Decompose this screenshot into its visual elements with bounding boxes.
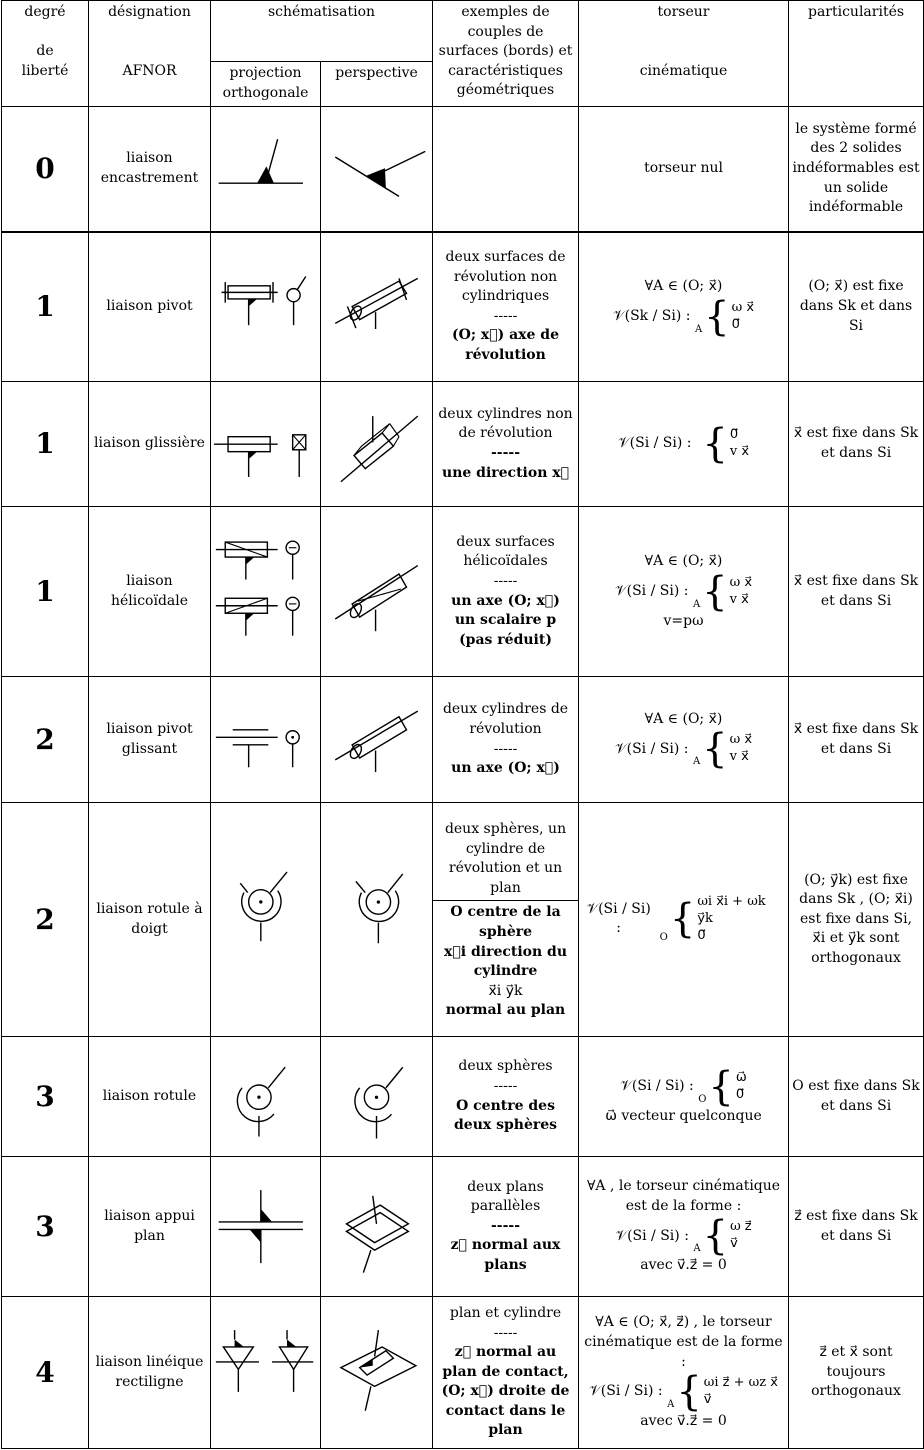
particularites: z⃗ est fixe dans Sk et dans Si (789, 1157, 924, 1297)
torseur: 𝒱(Si / Si) : O { ω⃗ 0⃗ ω⃗ vecteur quelconque (579, 1037, 789, 1157)
designation: liaison pivot glissant (89, 677, 211, 803)
lineique-perspective-icon (324, 1302, 429, 1443)
designation: liaison appui plan (89, 1157, 211, 1297)
header-schema: schématisation (211, 1, 433, 62)
torseur: ∀A ∈ (O; x⃗) 𝒱(Sk / Si) : A { ω x⃗ 0⃗ (579, 232, 789, 382)
torseur: torseur nul (579, 107, 789, 232)
projection-symbol (211, 1157, 321, 1297)
glissiere-perspective-icon (324, 388, 429, 501)
designation: liaison glissière (89, 382, 211, 507)
header-degree: degré de liberté (2, 1, 89, 107)
degree: 1 (2, 507, 89, 677)
perspective-symbol (321, 232, 433, 382)
examples: deux surfaces hélicoïdales ----- un axe (O; x⃗) un scalaire p (pas réduit) (433, 507, 579, 677)
perspective-symbol (321, 803, 433, 1037)
torseur: ∀A ∈ (O; x⃗, z⃗) , le torseur cinématique est de la forme : 𝒱(Si / Si) : A { ωi z⃗ + ωz x⃗ v⃗ avec v⃗.z⃗ = 0 (579, 1297, 789, 1449)
header-perspective: perspective (321, 62, 433, 107)
lineique-projection-icon (214, 1302, 317, 1442)
row-appui-plan (2, 1157, 924, 1297)
projection-symbol (211, 507, 321, 677)
row-encastrement (2, 107, 924, 232)
degree: 1 (2, 382, 89, 507)
perspective-symbol (321, 1037, 433, 1157)
helicoidale-perspective-icon (324, 514, 429, 669)
degree: 4 (2, 1297, 89, 1449)
degree: 3 (2, 1157, 89, 1297)
projection-symbol (211, 803, 321, 1037)
particularites: x⃗ est fixe dans Sk et dans Si (789, 677, 924, 803)
degree: 3 (2, 1037, 89, 1157)
row-rotule (2, 1037, 924, 1157)
perspective-symbol (321, 677, 433, 803)
designation: liaison hélicoïdale (89, 507, 211, 677)
appui-plan-perspective-icon (324, 1162, 429, 1291)
encastrement-perspective-icon (324, 112, 429, 225)
header-projection: projection orthogonale (211, 62, 321, 107)
projection-symbol (211, 382, 321, 507)
row-pivot (2, 232, 924, 382)
perspective-symbol (321, 1157, 433, 1297)
designation: liaison encastrement (89, 107, 211, 232)
pivot-perspective-icon (324, 239, 429, 375)
designation: liaison rotule (89, 1037, 211, 1157)
projection-symbol (211, 1037, 321, 1157)
projection-symbol (211, 232, 321, 382)
particularites: O est fixe dans Sk et dans Si (789, 1037, 924, 1157)
designation: liaison linéique rectiligne (89, 1297, 211, 1449)
perspective-symbol (321, 1297, 433, 1449)
examples (433, 107, 579, 232)
examples: deux surfaces de révolution non cylindriques ----- (O; x⃗) axe de révolution (433, 232, 579, 382)
rotule-perspective-icon (324, 1041, 429, 1152)
examples: deux cylindres non de révolution ----- une direction x⃗ (433, 382, 579, 507)
helicoidale-projection-icon (214, 514, 317, 669)
examples: deux sphères, un cylindre de révolution et un plan O centre de la sphère x⃗i direction du cylindre x⃗i y⃗k normal au plan (433, 803, 579, 1037)
torseur: 𝒱(Si / Si) : O { ωi x⃗i + ωk y⃗k 0⃗ (579, 803, 789, 1037)
header-particularites: particularités (789, 1, 924, 107)
perspective-symbol (321, 507, 433, 677)
degree: 1 (2, 232, 89, 382)
perspective-symbol (321, 382, 433, 507)
examples: deux cylindres de révolution ----- un axe (O; x⃗) (433, 677, 579, 803)
rotule-doigt-projection-icon (214, 812, 317, 1027)
projection-symbol (211, 1297, 321, 1449)
particularites: (O; y⃗k) est fixe dans Sk , (O; x⃗i) est fixe dans Si, x⃗i et y⃗k sont orthogonaux (789, 803, 924, 1037)
rotule-doigt-perspective-icon (324, 812, 429, 1028)
particularites: z⃗ et x⃗ sont toujours orthogonaux (789, 1297, 924, 1449)
designation: liaison rotule à doigt (89, 803, 211, 1037)
particularites: (O; x⃗) est fixe dans Sk et dans Si (789, 232, 924, 382)
particularites: le système formé des 2 solides indéformables est un solide indéformable (789, 107, 924, 232)
rotule-projection-icon (214, 1041, 317, 1151)
header-examples: exemples de couples de surfaces (bords) et caractéristiques géométriques (433, 1, 579, 107)
row-helicoidale (2, 507, 924, 677)
torseur: 𝒱(Si / Si) : { 0⃗ v x⃗ (579, 382, 789, 507)
row-lineique-rectiligne (2, 1297, 924, 1449)
perspective-symbol (321, 107, 433, 232)
particularites: x⃗ est fixe dans Sk et dans Si (789, 507, 924, 677)
torseur: ∀A ∈ (O; x⃗) 𝒱(Si / Si) : A { ω x⃗ v x⃗ v=pω (579, 507, 789, 677)
designation: liaison pivot (89, 232, 211, 382)
row-rotule-doigt (2, 803, 924, 1037)
header-designation: désignation AFNOR (89, 1, 211, 107)
examples: deux sphères ----- O centre des deux sphères (433, 1037, 579, 1157)
appui-plan-projection-icon (214, 1162, 317, 1291)
torseur: ∀A ∈ (O; x⃗) 𝒱(Si / Si) : A { ω x⃗ v x⃗ (579, 677, 789, 803)
examples: plan et cylindre ----- z⃗ normal au plan de contact, (O; x⃗) droite de contact dans le plan (433, 1297, 579, 1449)
pivot-glissant-projection-icon (214, 683, 317, 795)
torseur: ∀A , le torseur cinématique est de la forme : 𝒱(Si / Si) : A { ω z⃗ v⃗ avec v⃗.z⃗ = 0 (579, 1157, 789, 1297)
degree: 0 (2, 107, 89, 232)
degree: 2 (2, 803, 89, 1037)
header-torseur: torseur cinématique (579, 1, 789, 107)
encastrement-projection-icon (214, 113, 317, 225)
pivot-projection-icon (214, 239, 317, 375)
degree: 2 (2, 677, 89, 803)
pivot-glissant-perspective-icon (324, 683, 429, 796)
liaisons-table (1, 0, 924, 1449)
examples: deux plans parallèles ----- z⃗ normal aux plans (433, 1157, 579, 1297)
row-pivot-glissant (2, 677, 924, 803)
particularites: x⃗ est fixe dans Sk et dans Si (789, 382, 924, 507)
glissiere-projection-icon (214, 388, 317, 500)
projection-symbol (211, 107, 321, 232)
projection-symbol (211, 677, 321, 803)
row-glissiere (2, 382, 924, 507)
